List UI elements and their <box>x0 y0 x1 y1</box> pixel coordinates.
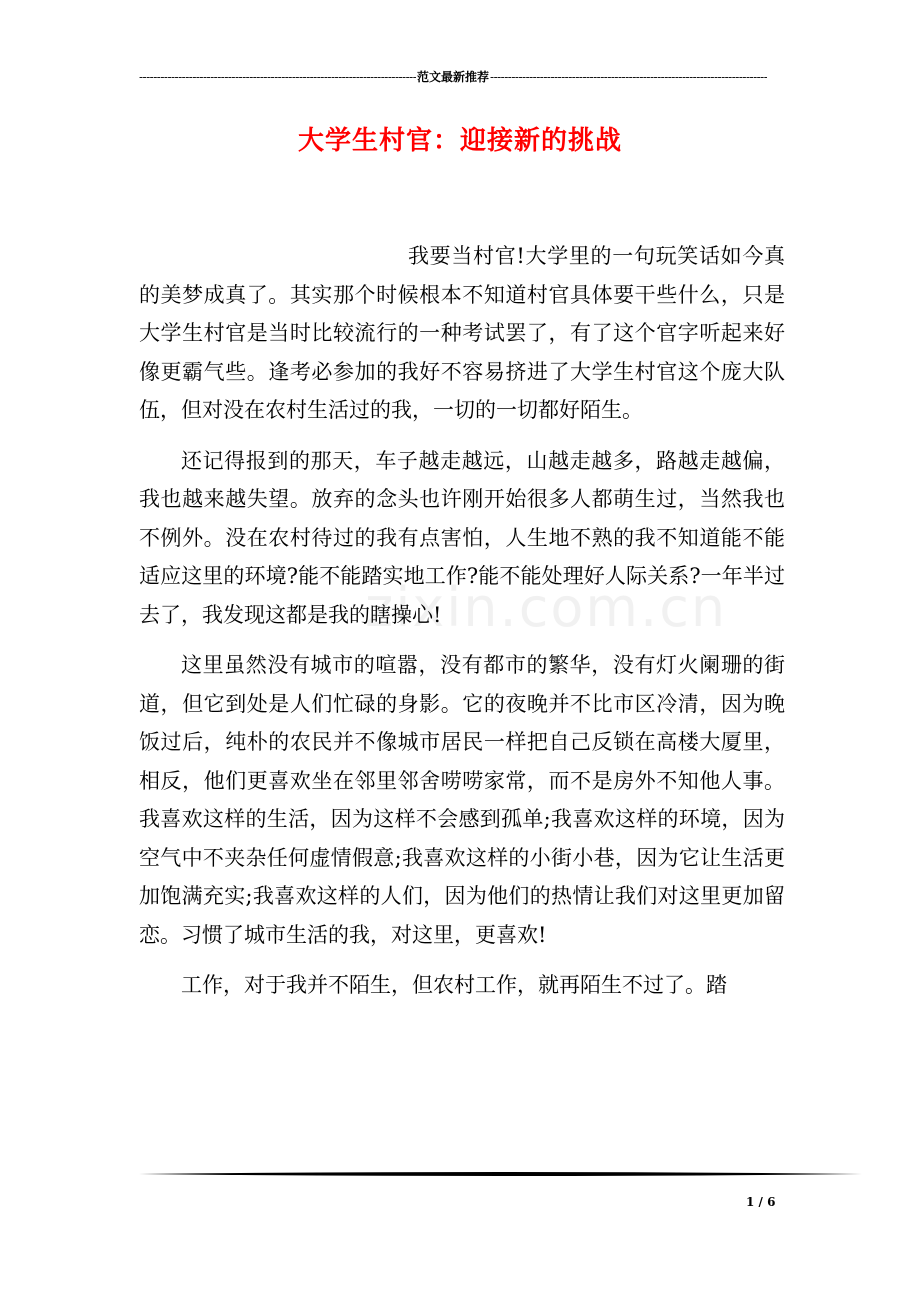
paragraph-1: 我要当村官!大学里的一句玩笑话如今真的美梦成真了。其实那个时候根本不知道村官具体要干些什么，只是大学生村官是当时比较流行的一种考试罢了，有了这个官字听起来好像更霸气些。逢考必参加的我好不容易挤进了大学生村官这个庞大队伍，但对没在农村生活过的我，一切的一切都好陌生。 <box>139 244 785 422</box>
paragraph-3: 这里虽然没有城市的喧嚣，没有都市的繁华，没有灯火阑珊的街道，但它到处是人们忙碌的身影。它的夜晚并不比市区冷清，因为晚饭过后，纯朴的农民并不像城市居民一样把自己反锁在高楼大厦里，相反，他们更喜欢坐在邻里邻舍唠唠家常，而不是房外不知他人事。我喜欢这样的生活，因为这样不会感到孤单;我喜欢这样的环境，因为空气中不夹杂任何虚情假意;我喜欢这样的小街小巷，因为它让生活更加饱满充实;我喜欢这样的人们，因为他们的热情让我们对这里更加留恋。习惯了城市生活的我，对这里，更喜欢! <box>139 653 785 947</box>
document-title: 大学生村官：迎接新的挑战 <box>297 126 622 156</box>
page-header <box>139 70 767 84</box>
header-dash-left <box>139 70 416 84</box>
header-dash-right <box>490 70 767 84</box>
page-number: 1 / 6 <box>746 1195 776 1209</box>
watermark: zixin.com.cn <box>365 576 728 639</box>
header-label: 范文最新推荐 <box>417 70 490 84</box>
footer-rule <box>139 1171 862 1177</box>
paragraph-2: 还记得报到的那天，车子越走越远，山越走越多，路越走越偏，我也越来越失望。放弃的念头也许刚开始很多人都萌生过，当然我也不例外。没在农村待过的我有点害怕，人生地不熟的我不知道能不能适应这里的环境?能不能踏实地工作?能不能处理好人际关系?一年半过去了，我发现这都是我的瞎操心! <box>139 448 785 627</box>
paragraph-4: 工作，对于我并不陌生，但农村工作，就再陌生不过了。踏 <box>181 973 727 997</box>
document-body <box>139 237 785 1017</box>
